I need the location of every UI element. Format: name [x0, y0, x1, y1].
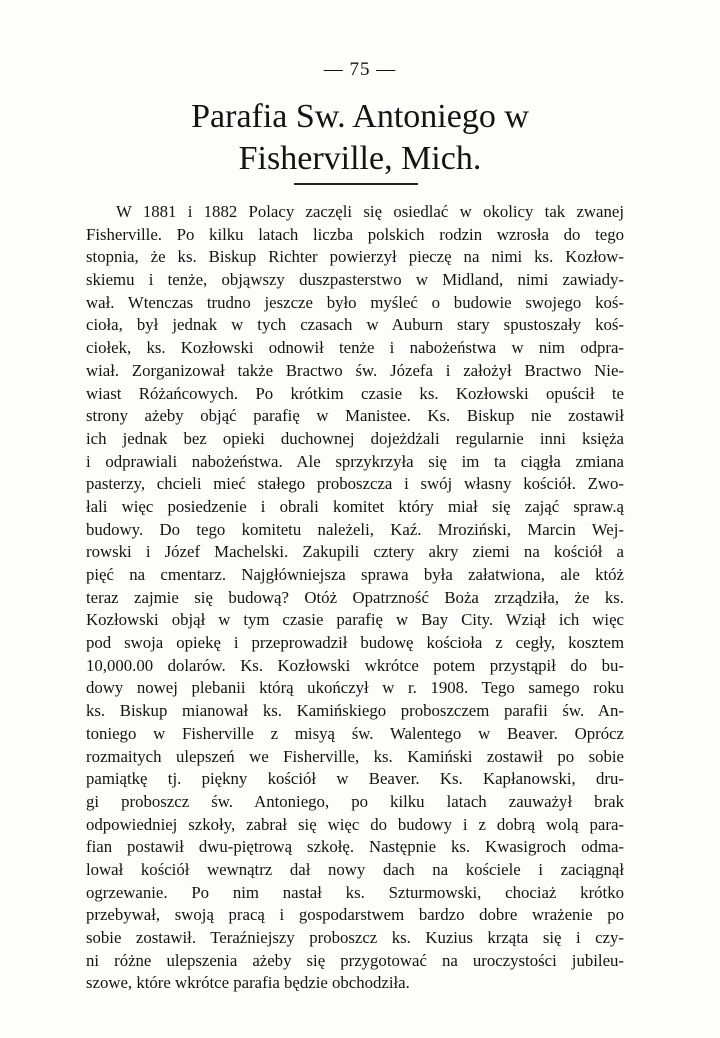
text-line: wiał. Zorganizował także Bractwo św. Józefa i założył Bractwo Nie- [86, 360, 624, 380]
body-paragraph [86, 201, 624, 995]
text-line: fian postawił dwu-piętrową szkołę. Następnie ks. Kwasigroch odma- [86, 837, 624, 857]
text-line: ni różne ulepszenia ażeby się przygotować na uroczystości jubileu- [86, 950, 624, 970]
text-line: teraz zajmie się budową? Otóż Opatrzność Boża zrządziła, że ks. [86, 587, 624, 607]
text-line: pamiątkę tj. piękny kościół w Beaver. Ks. Kapłanowski, dru- [86, 769, 624, 789]
text-line: lował kościół wewnątrz dał nowy dach na kościele i zaciągnął [86, 859, 624, 879]
text-line: ciołek, ks. Kozłowski odnowił tenże i nabożeństwa w nim odpra- [86, 338, 624, 358]
text-line: gi proboszcz św. Antoniego, po kilku latach zauważył brak [86, 791, 624, 811]
title-line-2: Fisherville, Mich. [238, 140, 482, 177]
text-line: stopnia, że ks. Biskup Richter powierzył pieczę na nimi ks. Kozłow- [86, 247, 624, 267]
text-line: strony ażeby objąć parafię w Manistee. Ks. Biskup nie zostawił [86, 406, 624, 426]
title-line-1: Parafia Sw. Antoniego w [191, 98, 529, 135]
page-title [0, 96, 720, 180]
text-line: sobie zostawił. Teraźniejszy proboszcz ks. Kuzius krząta się i czy- [86, 928, 624, 947]
text-line: 10,000.00 dolarów. Ks. Kozłowski wkrótce potem przystąpił do bu- [86, 655, 624, 675]
text-line: ogrzewanie. Po nim nastał ks. Szturmowski, chociaż krótko [86, 882, 624, 902]
text-line: pięć na cmentarz. Najgłówniejsza sprawa była załatwiona, ale któż [86, 565, 624, 584]
text-line: ich jednak bez opieki duchownej dojeżdżali regularnie inni księża [86, 428, 624, 448]
page-number: — 75 — [323, 59, 397, 80]
text-line: ks. Biskup mianował ks. Kamińskiego proboszczem parafii św. An- [86, 701, 624, 721]
text-line: cioła, był jednak w tych czasach w Auburn stary spustoszały koś- [86, 315, 624, 335]
text-line: pasterzy, chcieli mieć stałego proboszcza i swój własny kościół. Zwo- [86, 474, 624, 494]
text-line: pod swoja opiekę i przeprowadził budowę kościoła z cegły, kosztem [86, 633, 624, 653]
text-line: wiast Różańcowych. Po krótkim czasie ks. Kozłowski opuścił te [86, 383, 624, 403]
text-line: przebywał, swoją pracą i gospodarstwem bardzo dobre wrażenie po [86, 905, 624, 925]
text-line: Kozłowski objął w tym czasie parafię w Bay City. Wziął ich więc [86, 610, 624, 630]
text-line: i odprawiali nabożeństwa. Ale sprzykrzyła się im ta ciągła zmiana [86, 451, 624, 471]
text-line: W 1881 i 1882 Polacy zaczęli się osiedlać w okolicy tak zwanej [116, 202, 624, 221]
text-line: odpowiedniej szkoły, zabrał się więc do budowy i z dobrą wolą para- [86, 814, 624, 834]
text-line: rozmaitych ulepszeń we Fisherville, ks. Kamiński zostawił po sobie [86, 746, 624, 766]
text-line: budowy. Do tego komitetu należeli, Kaź. Mroziński, Marcin Wej- [86, 519, 624, 539]
text-line: dowy nowej plebanii którą ukończył w r. 1908. Tego samego roku [86, 678, 624, 698]
text-line: skiemu i tenże, objąwszy duszpasterstwo w Midland, nimi zawiady- [86, 270, 624, 290]
text-line: rowski i Józef Machelski. Zakupili cztery akry ziemi na kościół a [86, 542, 624, 562]
title-divider [294, 183, 418, 185]
text-line: Fisherville. Po kilku latach liczba polskich rodzin wzrosła do tego [86, 224, 624, 244]
text-line: toniego w Fisherville z misyą św. Walentego w Beaver. Oprócz [86, 723, 624, 743]
text-line: łali więc posiedzenie i obrali komitet który miał się zająć spraw.ą [86, 496, 624, 516]
text-line: wał. Wtenczas trudno jeszcze było myśleć o budowie swojego koś- [86, 292, 624, 312]
text-line: szowe, które wkrótce parafia będzie obchodziła. [86, 973, 410, 993]
